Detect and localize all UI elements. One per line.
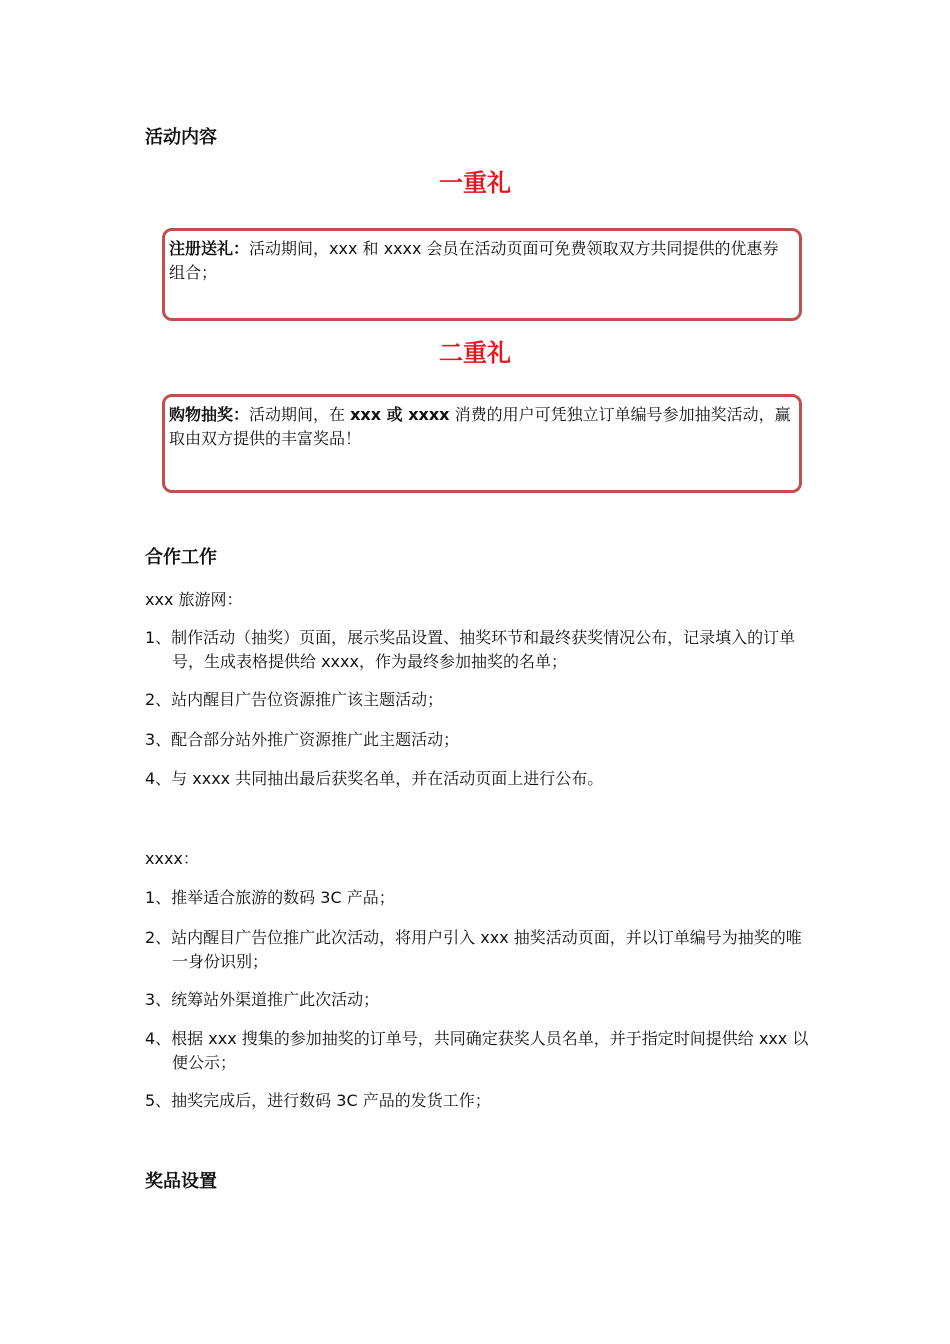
gift1-title: 一重礼 bbox=[439, 169, 511, 197]
gift1-box bbox=[162, 228, 802, 321]
activity-heading: 活动内容 bbox=[145, 127, 217, 148]
gift2-text-after: 消费的用户可凭独立订单编号参加抽奖活动，赢取由双方提供的丰富奖品！ bbox=[169, 405, 791, 448]
party2-name: xxxx： bbox=[145, 849, 199, 868]
gift1-text: 活动期间，xxx 和 xxxx 会员在活动页面可免费领取双方共同提供的优惠券组合； bbox=[169, 239, 779, 282]
party1-item: 4、与 xxxx 共同抽出最后获奖名单，并在活动页面上进行公布。 bbox=[145, 769, 604, 788]
party1-item: 2、站内醒目广告位资源推广该主题活动； bbox=[145, 690, 444, 709]
cooperation-heading: 合作工作 bbox=[145, 547, 217, 568]
party2-item: 4、根据 xxx 搜集的参加抽奖的订单号，共同确定获奖人员名单，并于指定时间提供给 xxx 以便公示； bbox=[145, 1029, 809, 1072]
gift2-bold-brands: xxx 或 xxxx bbox=[350, 405, 450, 424]
party2-item: 5、抽奖完成后，进行数码 3C 产品的发货工作； bbox=[145, 1091, 491, 1110]
gift2-text-before: 活动期间，在 bbox=[249, 405, 351, 424]
gift2-title: 二重礼 bbox=[439, 339, 511, 367]
prizes-heading: 奖品设置 bbox=[145, 1171, 217, 1192]
gift2-box bbox=[162, 394, 802, 493]
gift1-label: 注册送礼： bbox=[169, 239, 250, 258]
party1-item: 3、配合部分站外推广资源推广此主题活动； bbox=[145, 730, 460, 749]
party1-item: 1、制作活动（抽奖）页面，展示奖品设置、抽奖环节和最终获奖情况公布，记录填入的订单号，生成表格提供给 xxxx，作为最终参加抽奖的名单； bbox=[145, 628, 796, 671]
party2-item: 3、统筹站外渠道推广此次活动； bbox=[145, 990, 380, 1009]
party1-name: xxx 旅游网： bbox=[145, 590, 243, 609]
gift2-label: 购物抽奖： bbox=[169, 405, 250, 424]
party2-item: 1、推举适合旅游的数码 3C 产品； bbox=[145, 888, 395, 907]
party2-item: 2、站内醒目广告位推广此次活动，将用户引入 xxx 抽奖活动页面，并以订单编号为抽奖的唯一身份识别； bbox=[145, 928, 802, 971]
